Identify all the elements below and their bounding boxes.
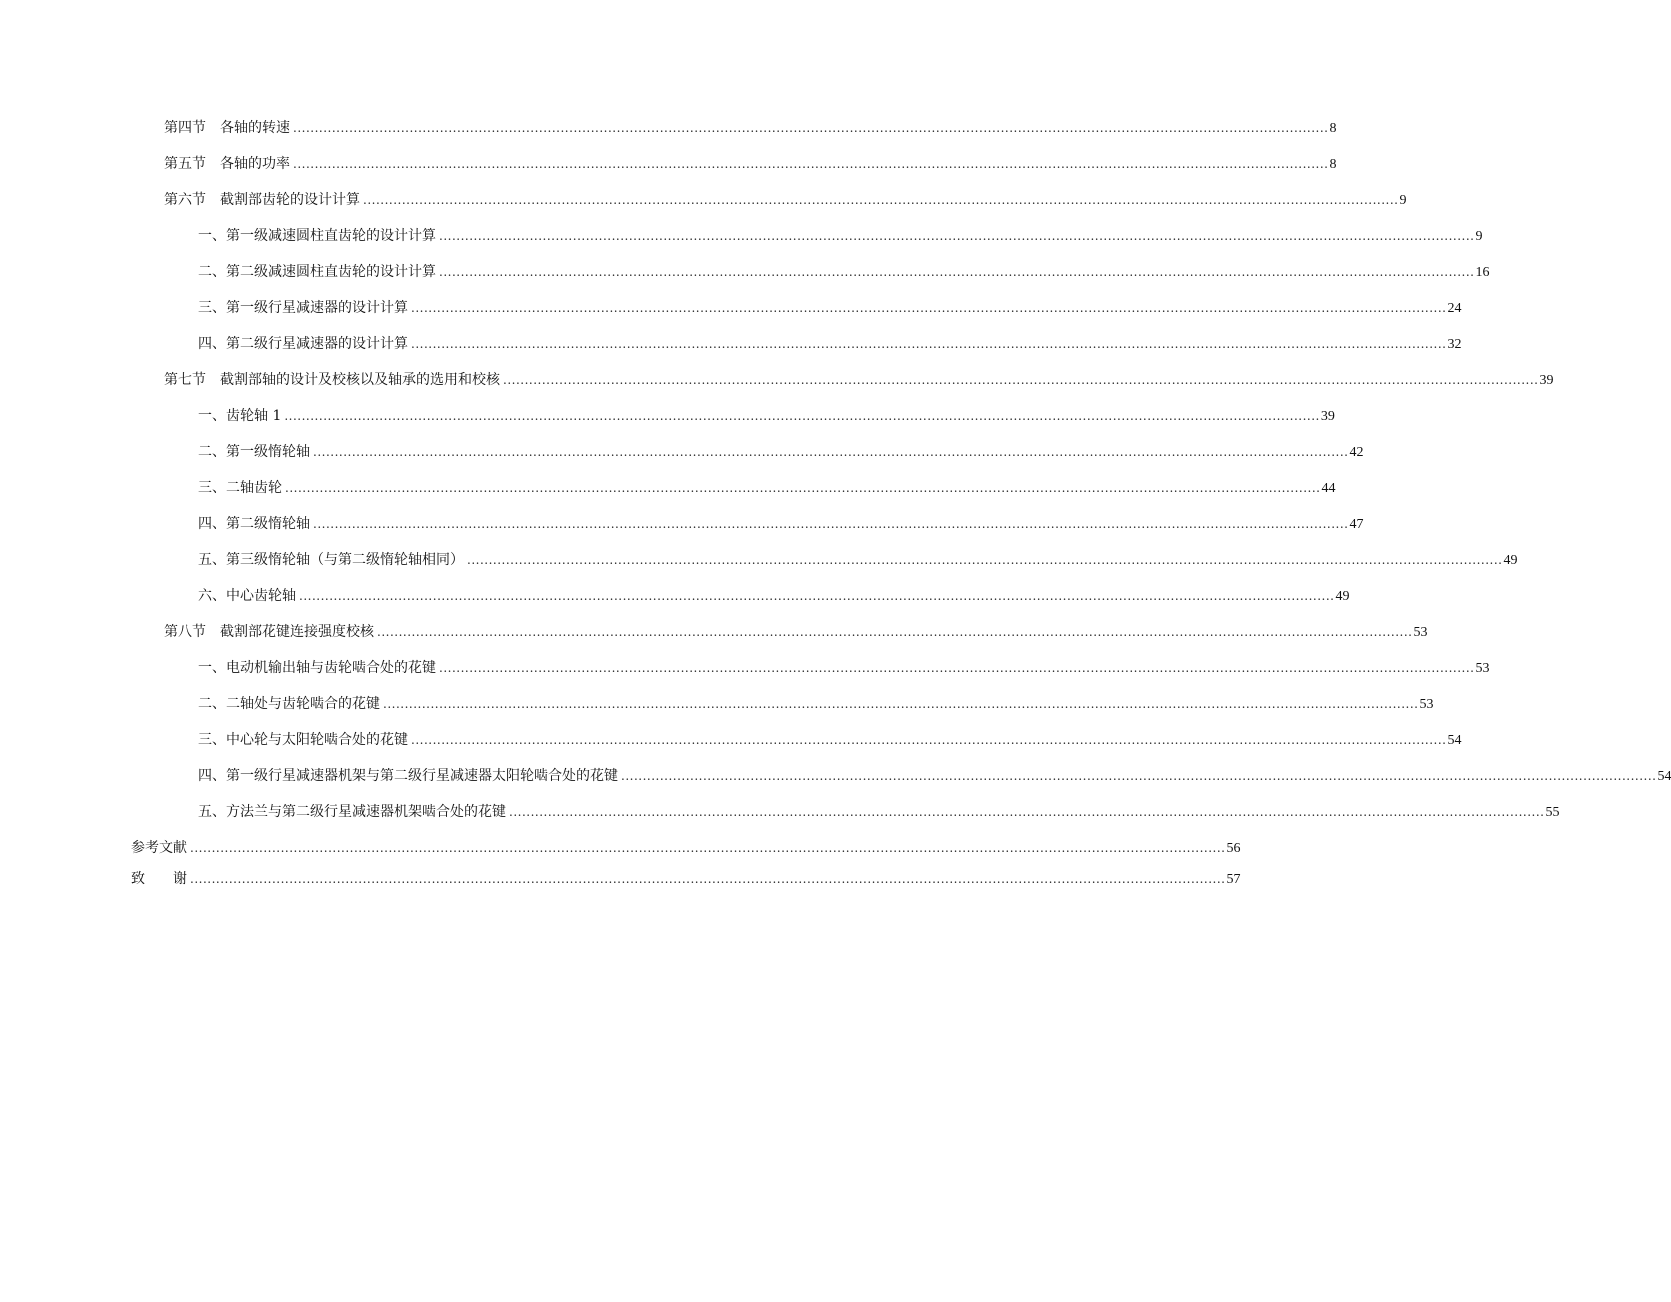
toc-entry-text: 截割部轴的设计及校核以及轴承的选用和校核 — [220, 372, 500, 388]
toc-entry-section-4[interactable] — [164, 118, 1337, 139]
toc-dot-leader: ................................................................................................................................................................................................................................................ — [439, 265, 1475, 279]
toc-section-number: 第七节 — [164, 372, 206, 388]
toc-entry-title: 五、方法兰与第二级行星减速器机架啮合处的花键 — [198, 804, 506, 820]
toc-page-number: 9 — [1475, 229, 1483, 244]
toc-page-number: 8 — [1329, 157, 1337, 172]
toc-entry-subsection[interactable] — [198, 694, 1434, 715]
toc-page-number: 49 — [1503, 553, 1518, 568]
toc-dot-leader: ................................................................................................................................................................................................................................................ — [383, 697, 1419, 711]
toc-page-number: 49 — [1335, 589, 1350, 604]
toc-dot-leader: ................................................................................................................................................................................................................................................ — [293, 121, 1329, 135]
toc-dot-leader: ................................................................................................................................................................................................................................................ — [190, 841, 1226, 855]
toc-entry-title: 三、中心轮与太阳轮啮合处的花键 — [198, 732, 408, 748]
toc-entry-subsection[interactable] — [198, 658, 1490, 679]
toc-entry-title: 一、电动机输出轴与齿轮啮合处的花键 — [198, 660, 436, 676]
toc-entry-title: 一、齿轮轴 1 — [198, 408, 282, 424]
toc-entry-subsection[interactable] — [198, 226, 1483, 247]
toc-entry-text: 各轴的转速 — [220, 120, 290, 136]
toc-entry-text: 各轴的功率 — [220, 156, 290, 172]
toc-section-number: 第八节 — [164, 624, 206, 640]
toc-entry-subsection[interactable] — [198, 298, 1462, 319]
toc-entry-subsection[interactable] — [198, 586, 1350, 607]
toc-page-number: 24 — [1447, 301, 1462, 316]
toc-page-number: 9 — [1399, 193, 1407, 208]
toc-page-number: 32 — [1447, 337, 1462, 352]
toc-dot-leader: ................................................................................................................................................................................................................................................ — [190, 872, 1226, 886]
toc-entry-title: 四、第二级行星减速器的设计计算 — [198, 336, 408, 352]
toc-dot-leader: ................................................................................................................................................................................................................................................ — [439, 661, 1475, 675]
toc-entry-title: 参考文献 — [131, 840, 187, 856]
toc-page-number: 56 — [1226, 841, 1241, 856]
toc-dot-leader: ................................................................................................................................................................................................................................................ — [411, 337, 1447, 351]
toc-dot-leader: ................................................................................................................................................................................................................................................ — [411, 733, 1447, 747]
toc-section-number: 第六节 — [164, 192, 206, 208]
toc-entry-subsection[interactable] — [198, 802, 1560, 823]
toc-entry-title: 二、第一级惰轮轴 — [198, 444, 310, 460]
toc-entry-subsection[interactable] — [198, 730, 1462, 751]
toc-entry-title — [164, 190, 360, 210]
toc-dot-leader: ................................................................................................................................................................................................................................................ — [293, 157, 1329, 171]
toc-dot-leader: ................................................................................................................................................................................................................................................ — [411, 301, 1447, 315]
toc-entry-acknowledgements[interactable] — [131, 869, 1241, 890]
toc-entry-title — [164, 622, 374, 642]
toc-entry-title: 三、二轴齿轮 — [198, 480, 282, 496]
toc-page-number: 39 — [1320, 409, 1335, 424]
toc-entry-section-8[interactable] — [164, 622, 1428, 643]
toc-entry-section-7[interactable] — [164, 370, 1554, 391]
toc-dot-leader: ................................................................................................................................................................................................................................................ — [503, 373, 1539, 387]
toc-page-number: 57 — [1226, 872, 1241, 887]
toc-entry-title: 致 谢 — [131, 871, 187, 887]
toc-entry-title: 二、二轴处与齿轮啮合的花键 — [198, 696, 380, 712]
toc-page-number: 39 — [1539, 373, 1554, 388]
toc-dot-leader: ................................................................................................................................................................................................................................................ — [621, 769, 1657, 783]
toc-entry-text: 截割部花键连接强度校核 — [220, 624, 374, 640]
toc-entry-subsection[interactable] — [198, 478, 1336, 499]
toc-page-number: 53 — [1475, 661, 1490, 676]
toc-dot-leader: ................................................................................................................................................................................................................................................ — [285, 481, 1321, 495]
toc-entry-subsection[interactable] — [198, 442, 1364, 463]
toc-page-number: 16 — [1475, 265, 1490, 280]
toc-entry-subsection[interactable] — [198, 262, 1490, 283]
toc-entry-subsection[interactable] — [198, 766, 1671, 787]
toc-entry-title: 五、第三级惰轮轴（与第二级惰轮轴相同） — [198, 552, 464, 568]
toc-entry-section-6[interactable] — [164, 190, 1407, 211]
toc-entry-text: 截割部齿轮的设计计算 — [220, 192, 360, 208]
toc-page-number: 42 — [1349, 445, 1364, 460]
toc-page-number: 54 — [1657, 769, 1671, 784]
toc-page-number: 54 — [1447, 733, 1462, 748]
toc-entry-title — [164, 154, 290, 174]
toc-dot-leader: ................................................................................................................................................................................................................................................ — [313, 445, 1349, 459]
toc-dot-leader: ................................................................................................................................................................................................................................................ — [467, 553, 1503, 567]
toc-page-number: 44 — [1321, 481, 1336, 496]
toc-page-number: 55 — [1545, 805, 1560, 820]
toc-page-number: 53 — [1413, 625, 1428, 640]
toc-entry-title: 三、第一级行星减速器的设计计算 — [198, 300, 408, 316]
toc-entry-title: 四、第一级行星减速器机架与第二级行星减速器太阳轮啮合处的花键 — [198, 768, 618, 784]
toc-entry-title — [164, 118, 290, 138]
toc-dot-leader: ................................................................................................................................................................................................................................................ — [363, 193, 1399, 207]
toc-entry-title — [164, 370, 500, 390]
toc-section-number: 第五节 — [164, 156, 206, 172]
toc-entry-title: 四、第二级惰轮轴 — [198, 516, 310, 532]
toc-entry-subsection[interactable] — [198, 514, 1364, 535]
toc-entry-title: 一、第一级减速圆柱直齿轮的设计计算 — [198, 228, 436, 244]
toc-page-number: 47 — [1349, 517, 1364, 532]
toc-entry-title: 二、第二级减速圆柱直齿轮的设计计算 — [198, 264, 436, 280]
toc-entry-subsection[interactable] — [198, 334, 1462, 355]
toc-entry-references[interactable] — [131, 838, 1241, 859]
toc-dot-leader: ................................................................................................................................................................................................................................................ — [439, 229, 1475, 243]
toc-entry-subsection[interactable] — [198, 550, 1518, 571]
toc-entry-subsection[interactable] — [198, 406, 1335, 427]
toc-page-number: 53 — [1419, 697, 1434, 712]
toc-section-number: 第四节 — [164, 120, 206, 136]
toc-entry-title: 六、中心齿轮轴 — [198, 588, 296, 604]
toc-dot-leader: ................................................................................................................................................................................................................................................ — [377, 625, 1413, 639]
toc-dot-leader: ................................................................................................................................................................................................................................................ — [509, 805, 1545, 819]
toc-dot-leader: ................................................................................................................................................................................................................................................ — [284, 409, 1320, 423]
toc-page-number: 8 — [1329, 121, 1337, 136]
toc-entry-section-5[interactable] — [164, 154, 1337, 175]
toc-dot-leader: ................................................................................................................................................................................................................................................ — [299, 589, 1335, 603]
toc-dot-leader: ................................................................................................................................................................................................................................................ — [313, 517, 1349, 531]
